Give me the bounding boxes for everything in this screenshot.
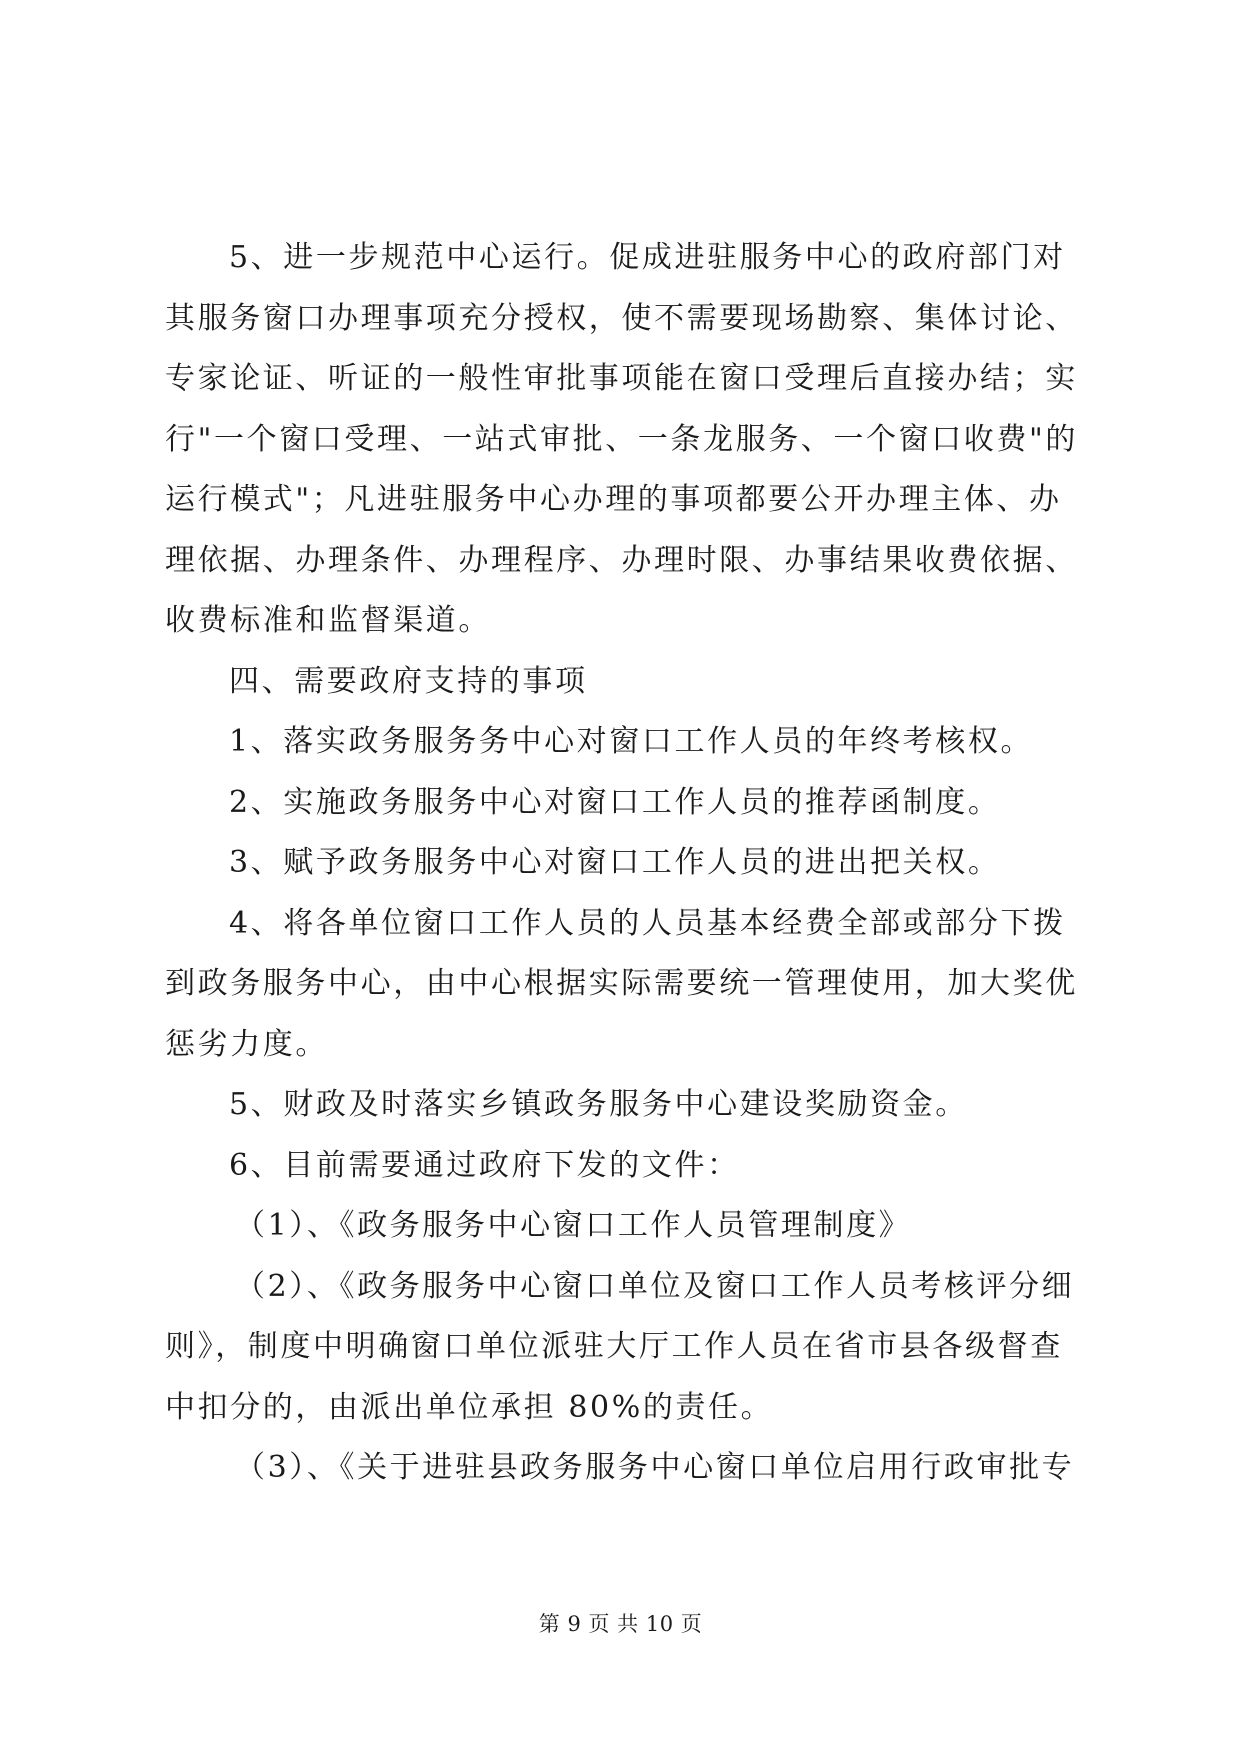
text-line: 行"一个窗口受理、一站式审批、一条龙服务、一个窗口收费"的 xyxy=(165,421,1078,457)
text-line: 6、目前需要通过政府下发的文件： xyxy=(229,1147,740,1183)
text-line: 专家论证、听证的一般性审批事项能在窗口受理后直接办结；实 xyxy=(165,361,1078,396)
text-line: 运行模式"；凡进驻服务中心办理的事项都要公开办理主体、办 xyxy=(165,482,1062,517)
sub-item-1 xyxy=(165,1196,1080,1257)
text-line: 收费标准和监督渠道。 xyxy=(165,603,491,638)
list-item-3 xyxy=(165,833,1080,894)
text-line: （2）、《政务服务中心窗口单位及窗口工作人员考核评分细 xyxy=(235,1268,1075,1304)
text-line: （3）、《关于进驻县政务服务中心窗口单位启用行政审批专 xyxy=(235,1450,1075,1485)
text-line: 1、落实政务服务务中心对窗口工作人员的年终考核权。 xyxy=(229,724,1034,759)
text-line: 中扣分的，由派出单位承担 80%的责任。 xyxy=(165,1389,774,1425)
page-number-footer: 第 9 页 共 10 页 xyxy=(538,1612,703,1636)
document-body xyxy=(165,228,1080,1499)
list-item-6 xyxy=(165,1136,1080,1197)
sub-item-2 xyxy=(165,1257,1080,1439)
text-line: 5、进一步规范中心运行。促成进驻服务中心的政府部门对 xyxy=(229,240,1066,275)
text-line: 其服务窗口办理事项充分授权，使不需要现场勘察、集体讨论、 xyxy=(165,300,1078,336)
text-line: （1）、《政务服务中心窗口工作人员管理制度》 xyxy=(235,1208,912,1243)
section-heading-4 xyxy=(165,652,1080,713)
sub-item-3 xyxy=(165,1438,1080,1499)
text-line: 理依据、办理条件、办理程序、办理时限、办事结果收费依据、 xyxy=(165,542,1078,578)
list-item-1 xyxy=(165,712,1080,773)
text-line: 则》，制度中明确窗口单位派驻大厅工作人员在省市县各级督查 xyxy=(165,1329,1063,1364)
text-line: 惩劣力度。 xyxy=(165,1026,328,1062)
list-item-4 xyxy=(165,894,1080,1076)
text-line: 2、实施政务服务中心对窗口工作人员的推荐函制度。 xyxy=(229,784,1001,820)
text-line: 到政务服务中心，由中心根据实际需要统一管理使用，加大奖优 xyxy=(165,966,1078,1001)
text-line: 4、将各单位窗口工作人员的人员基本经费全部或部分下拨 xyxy=(229,905,1066,941)
list-item-5 xyxy=(165,1075,1080,1136)
text-line: 5、财政及时落实乡镇政务服务中心建设奖励资金。 xyxy=(229,1087,968,1122)
section-heading-text: 四、需要政府支持的事项 xyxy=(229,663,588,699)
paragraph-item-5-center-operation xyxy=(165,228,1080,652)
list-item-2 xyxy=(165,773,1080,834)
text-line: 3、赋予政务服务中心对窗口工作人员的进出把关权。 xyxy=(229,845,1001,880)
